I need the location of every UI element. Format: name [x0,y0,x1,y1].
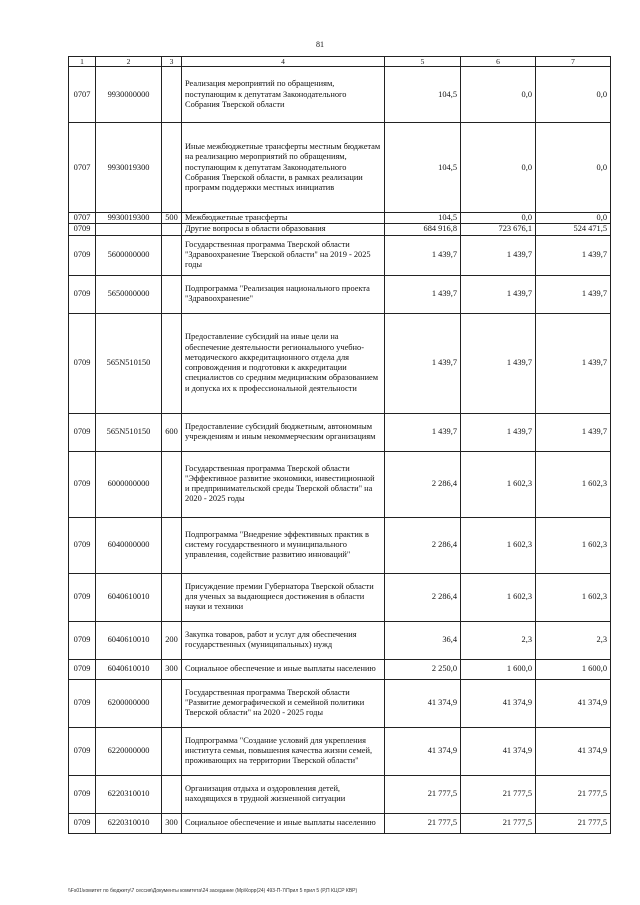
amount-2023-cell: 1 439,7 [536,275,611,313]
amount-2022-cell: 0,0 [461,123,536,213]
table-row [69,517,611,573]
amount-2023-cell: 21 777,5 [536,775,611,813]
table-row [69,213,611,224]
amount-2022-cell: 0,0 [461,213,536,224]
description-cell: Государственная программа Тверской области "Здравоохранение Тверской области" на 2019 - 2025 годы [182,235,385,275]
table-row [69,451,611,517]
amount-2021-cell: 36,4 [385,621,461,659]
target-article-cell: 565N510150 [96,413,162,451]
col-header-5: 5 [385,57,461,67]
target-article-cell: 5600000000 [96,235,162,275]
amount-2023-cell: 1 602,3 [536,451,611,517]
amount-2021-cell: 2 286,4 [385,573,461,621]
amount-2023-cell: 41 374,9 [536,679,611,727]
description-cell: Присуждение премии Губернатора Тверской области для ученых за выдающиеся достижения в области науки и техники [182,573,385,621]
amount-2022-cell: 1 602,3 [461,573,536,621]
amount-2022-cell: 1 439,7 [461,313,536,413]
target-article-cell: 9930019300 [96,123,162,213]
expense-type-cell [162,224,182,235]
target-article-cell: 5650000000 [96,275,162,313]
section-code-cell: 0709 [69,679,96,727]
amount-2021-cell: 1 439,7 [385,275,461,313]
table-header-row [69,57,611,67]
target-article-cell: 6040610010 [96,621,162,659]
amount-2022-cell: 21 777,5 [461,775,536,813]
section-code-cell: 0707 [69,67,96,123]
amount-2021-cell: 104,5 [385,213,461,224]
expense-type-cell [162,123,182,213]
amount-2022-cell: 1 439,7 [461,275,536,313]
description-cell: Другие вопросы в области образования [182,224,385,235]
amount-2022-cell: 1 602,3 [461,517,536,573]
description-cell: Государственная программа Тверской области "Развитие демографической и семейной политики Тверской области" на 2020 - 2025 годы [182,679,385,727]
section-code-cell: 0709 [69,275,96,313]
amount-2022-cell: 41 374,9 [461,727,536,775]
section-code-cell: 0707 [69,213,96,224]
description-cell: Подпрограмма "Создание условий для укрепления института семьи, повышения качества жизни семей, проживающих на территории Тверской области" [182,727,385,775]
table-row [69,573,611,621]
amount-2022-cell: 1 600,0 [461,659,536,679]
amount-2021-cell: 21 777,5 [385,813,461,833]
section-code-cell: 0709 [69,313,96,413]
target-article-cell: 6220000000 [96,727,162,775]
target-article-cell: 6040000000 [96,517,162,573]
target-article-cell: 9930000000 [96,67,162,123]
section-code-cell: 0707 [69,123,96,213]
amount-2021-cell: 1 439,7 [385,413,461,451]
amount-2023-cell: 1 602,3 [536,573,611,621]
amount-2023-cell: 21 777,5 [536,813,611,833]
footer-file-path: \\Fs01\комитет по бюджету\7 сессия\Документы комитета\24 заседание (Мр\Корр(24) 493-П-7\Прил 5 прил 5 (Р,П КЦСР КВР) [68,888,358,894]
section-code-cell: 0709 [69,727,96,775]
table-row [69,679,611,727]
col-header-7: 7 [536,57,611,67]
col-header-1: 1 [69,57,96,67]
amount-2023-cell: 1 439,7 [536,235,611,275]
expense-type-cell: 500 [162,213,182,224]
section-code-cell: 0709 [69,451,96,517]
col-header-2: 2 [96,57,162,67]
section-code-cell: 0709 [69,517,96,573]
amount-2023-cell: 0,0 [536,123,611,213]
table-row [69,727,611,775]
expense-type-cell [162,67,182,123]
amount-2022-cell: 2,3 [461,621,536,659]
table-row [69,123,611,213]
expense-type-cell [162,275,182,313]
description-cell: Предоставление субсидий на иные цели на обеспечение деятельности регионального учебно-методического аккредитационного отдела для сопровождения и подготовки к аккредитации специалистов со средним медицинским образованием и допуска их к профессиональной деятельности [182,313,385,413]
section-code-cell: 0709 [69,659,96,679]
expense-type-cell: 300 [162,813,182,833]
description-cell: Социальное обеспечение и иные выплаты населению [182,659,385,679]
target-article-cell: 6200000000 [96,679,162,727]
table-row [69,275,611,313]
description-cell: Подпрограмма "Внедрение эффективных практик в систему государственного и муниципального управления, содействие развитию инноваций" [182,517,385,573]
amount-2021-cell: 2 250,0 [385,659,461,679]
amount-2021-cell: 104,5 [385,123,461,213]
target-article-cell: 565N510150 [96,313,162,413]
description-cell: Иные межбюджетные трансферты местным бюджетам на реализацию мероприятий по обращениям, поступающим к депутатам Законодательного Собрания Тверской области, в рамках реализации программ поддержки местных инициатив [182,123,385,213]
section-code-cell: 0709 [69,413,96,451]
section-code-cell: 0709 [69,224,96,235]
amount-2023-cell: 2,3 [536,621,611,659]
expense-type-cell [162,451,182,517]
amount-2022-cell: 0,0 [461,67,536,123]
section-code-cell: 0709 [69,573,96,621]
description-cell: Закупка товаров, работ и услуг для обеспечения государственных (муниципальных) нужд [182,621,385,659]
target-article-cell: 6220310010 [96,775,162,813]
col-header-3: 3 [162,57,182,67]
amount-2023-cell: 0,0 [536,213,611,224]
amount-2022-cell: 1 439,7 [461,235,536,275]
expense-type-cell [162,775,182,813]
col-header-4: 4 [182,57,385,67]
description-cell: Предоставление субсидий бюджетным, автономным учреждениям и иным некоммерческим организациям [182,413,385,451]
table-row [69,67,611,123]
expense-type-cell [162,313,182,413]
target-article-cell: 6000000000 [96,451,162,517]
section-code-cell: 0709 [69,813,96,833]
budget-table [68,56,611,834]
expense-type-cell [162,727,182,775]
amount-2021-cell: 41 374,9 [385,679,461,727]
description-cell: Социальное обеспечение и иные выплаты населению [182,813,385,833]
table-row [69,621,611,659]
amount-2021-cell: 2 286,4 [385,517,461,573]
expense-type-cell [162,573,182,621]
expense-type-cell: 200 [162,621,182,659]
table-row [69,224,611,235]
budget-table-body [69,67,611,834]
table-row [69,313,611,413]
target-article-cell: 9930019300 [96,213,162,224]
table-row [69,413,611,451]
amount-2023-cell: 1 439,7 [536,413,611,451]
amount-2023-cell: 1 439,7 [536,313,611,413]
description-cell: Организация отдыха и оздоровления детей, находящихся в трудной жизненной ситуации [182,775,385,813]
target-article-cell: 6220310010 [96,813,162,833]
amount-2022-cell: 1 602,3 [461,451,536,517]
expense-type-cell: 300 [162,659,182,679]
col-header-6: 6 [461,57,536,67]
section-code-cell: 0709 [69,621,96,659]
amount-2022-cell: 1 439,7 [461,413,536,451]
table-row [69,775,611,813]
amount-2023-cell: 524 471,5 [536,224,611,235]
section-code-cell: 0709 [69,775,96,813]
table-row [69,813,611,833]
amount-2023-cell: 1 600,0 [536,659,611,679]
amount-2021-cell: 21 777,5 [385,775,461,813]
amount-2022-cell: 41 374,9 [461,679,536,727]
table-row [69,235,611,275]
description-cell: Подпрограмма "Реализация национального проекта "Здравоохранение" [182,275,385,313]
amount-2021-cell: 2 286,4 [385,451,461,517]
amount-2021-cell: 1 439,7 [385,235,461,275]
amount-2023-cell: 41 374,9 [536,727,611,775]
expense-type-cell: 600 [162,413,182,451]
amount-2021-cell: 684 916,8 [385,224,461,235]
amount-2023-cell: 1 602,3 [536,517,611,573]
target-article-cell: 6040610010 [96,573,162,621]
description-cell: Реализация мероприятий по обращениям, поступающим к депутатам Законодательного Собрания Тверской области [182,67,385,123]
section-code-cell: 0709 [69,235,96,275]
expense-type-cell [162,517,182,573]
amount-2022-cell: 21 777,5 [461,813,536,833]
target-article-cell [96,224,162,235]
expense-type-cell [162,235,182,275]
description-cell: Государственная программа Тверской области "Эффективное развитие экономики, инвестиционной и предпринимательской среды Тверской области" на 2020 - 2025 годы [182,451,385,517]
expense-type-cell [162,679,182,727]
table-row [69,659,611,679]
description-cell: Межбюджетные трансферты [182,213,385,224]
amount-2021-cell: 41 374,9 [385,727,461,775]
page-number: 81 [316,40,324,49]
amount-2023-cell: 0,0 [536,67,611,123]
amount-2021-cell: 1 439,7 [385,313,461,413]
amount-2022-cell: 723 676,1 [461,224,536,235]
amount-2021-cell: 104,5 [385,67,461,123]
target-article-cell: 6040610010 [96,659,162,679]
